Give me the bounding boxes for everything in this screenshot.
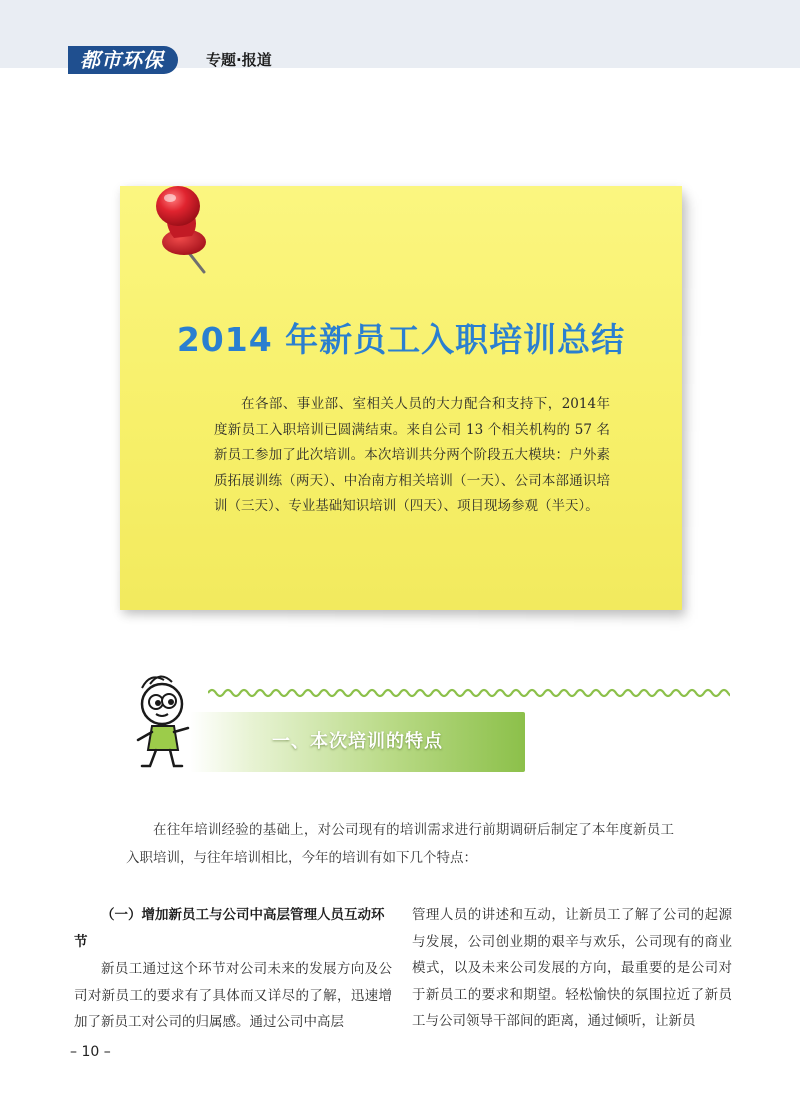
left-column bbox=[74, 902, 392, 1036]
left-paragraph: 新员工通过这个环节对公司未来的发展方向及公司对新员工的要求有了具体而又详尽的了解，迅速增加了新员工对公司的归属感。通过公司中高层 bbox=[74, 961, 392, 1030]
magazine-logo: 都市环保 bbox=[68, 46, 178, 74]
section-title: 一、本次培训的特点 bbox=[272, 731, 443, 752]
note-body: 在各部、事业部、室相关人员的大力配合和支持下，2014年度新员工入职培训已圆满结束。来自公司 13 个相关机构的 57 名新员工参加了此次培训。本次培训共分两个阶段五大模块：户外素质拓展训练（两天）、中冶南方相关培训（一天）、公司本部通识培训（三天）、专业基础知识培训（四天）、项目现场参观（半天）。 bbox=[214, 396, 610, 514]
right-paragraph: 管理人员的讲述和互动，让新员工了解了公司的起源与发展，公司创业期的艰辛与欢乐，公司现有的商业模式，以及未来公司发展的方向，最重要的是公司对于新员工的要求和期望。轻松愉快的氛围拉近了新员工与公司领导干部间的距离，通过倾听，让新员 bbox=[412, 907, 732, 1029]
wavy-divider bbox=[208, 686, 730, 700]
subheading: （一）增加新员工与公司中高层管理人员互动环节 bbox=[74, 907, 385, 950]
section-label: 专题·报道 bbox=[206, 51, 272, 69]
right-column bbox=[412, 902, 732, 1035]
note-title: 2014 年新员工入职培训总结 bbox=[176, 320, 626, 359]
pushpin-icon bbox=[138, 182, 218, 278]
page-number: – 10 – bbox=[70, 1044, 111, 1060]
intro-paragraph: 在往年培训经验的基础上，对公司现有的培训需求进行前期调研后制定了本年度新员工入职培训，与往年培训相比，今年的培训有如下几个特点： bbox=[126, 822, 674, 866]
